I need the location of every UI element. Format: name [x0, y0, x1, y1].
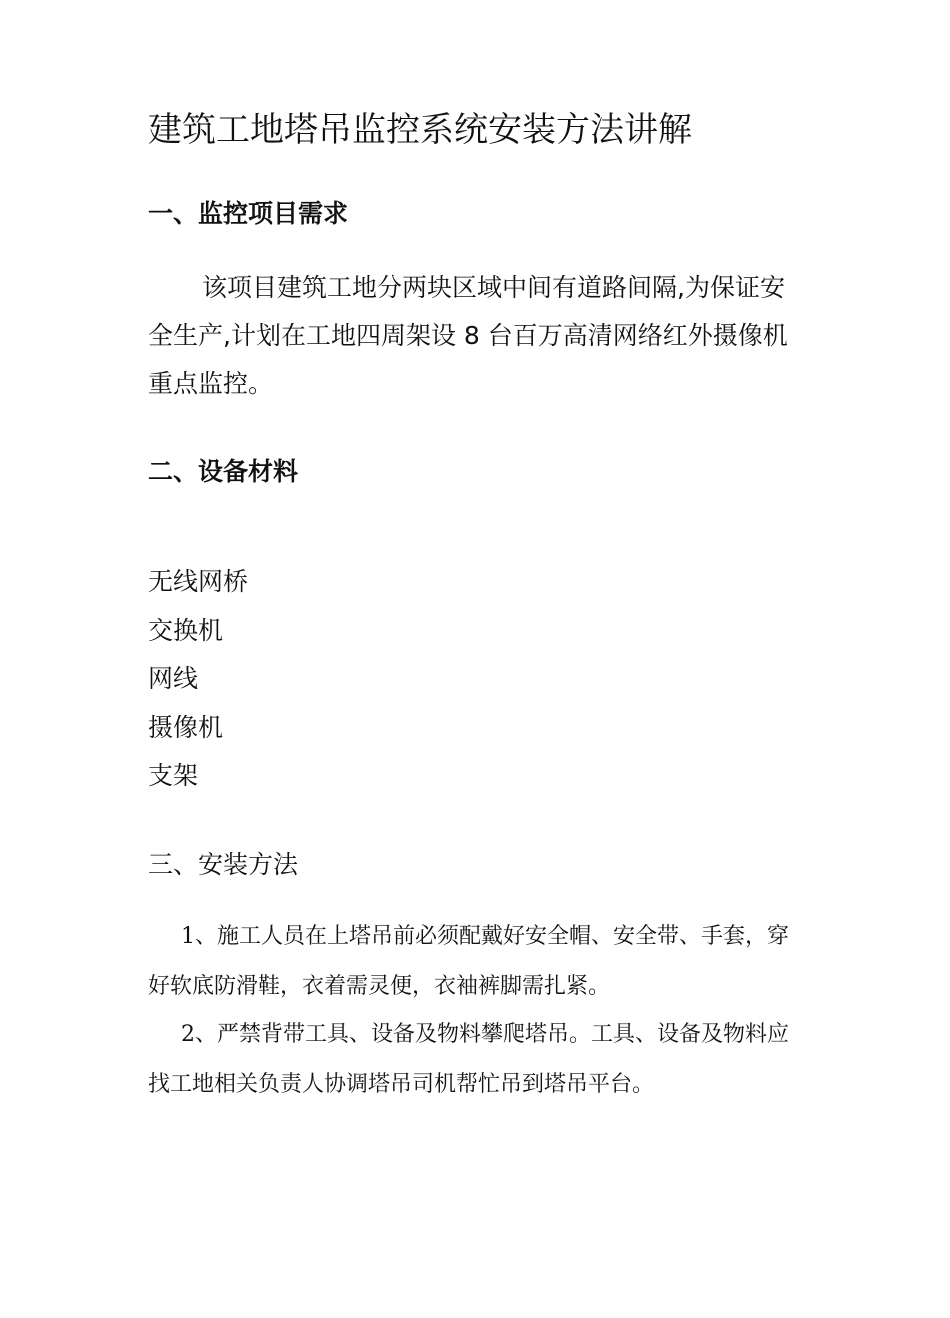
installation-step-2: 2、严禁背带工具、设备及物料攀爬塔吊。工具、设备及物料应找工地相关负责人协调塔吊司机帮忙吊到塔吊平台。 — [148, 1022, 789, 1097]
document-title: 建筑工地塔吊监控系统安装方法讲解 — [148, 110, 692, 150]
requirements-paragraph: 该项目建筑工地分两块区域中间有道路间隔,为保证安全生产,计划在工地四周架设 8 台百万高清网络红外摄像机重点监控。 — [148, 273, 788, 398]
list-item: 摄像机 — [148, 712, 224, 742]
section-heading-equipment: 二、设备材料 — [148, 457, 299, 486]
equipment-list — [148, 558, 248, 801]
section-heading-installation: 三、安装方法 — [148, 850, 299, 879]
list-item: 无线网桥 — [148, 567, 249, 596]
section-heading-requirements: 一、监控项目需求 — [148, 199, 349, 228]
list-item: 支架 — [148, 761, 199, 790]
list-item: 交换机 — [148, 615, 224, 645]
installation-step-1: 1、施工人员在上塔吊前必须配戴好安全帽、安全带、手套，穿好软底防滑鞋，衣着需灵便，衣袖裤脚需扎紧。 — [148, 924, 789, 999]
list-item: 网线 — [148, 664, 199, 693]
